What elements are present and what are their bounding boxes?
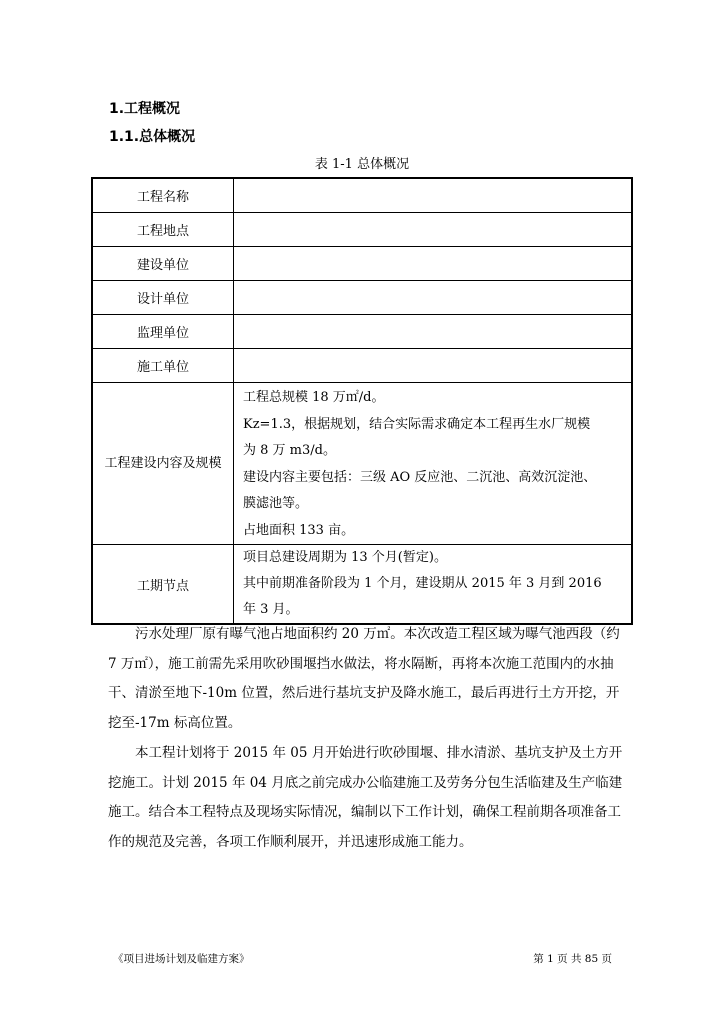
row-label: 施工单位 xyxy=(92,349,234,383)
table-row xyxy=(92,178,632,213)
scope-content xyxy=(234,383,631,544)
row-value xyxy=(234,349,633,383)
schedule-content xyxy=(234,545,631,623)
scope-content-cell xyxy=(234,383,633,545)
schedule-label: 工期节点 xyxy=(92,545,234,625)
table-row xyxy=(92,213,632,247)
body-paragraph-2 xyxy=(108,739,628,857)
overview-table xyxy=(91,177,633,625)
schedule-line: 项目总建设周期为 13 个月(暂定)。 xyxy=(243,550,447,565)
row-value xyxy=(234,315,633,349)
paragraph-text: 污水处理厂原有曝气池占地面积约 20 万㎡。本次改造工程区域为曝气池西段（约 7 万㎡），施工前需先采用吹砂围堰挡水做法，将水隔断，再将本次施工范围内的水抽干、清淤至地下-10m 位置，然后进行基坑支护及降水施工，最后再进行土方开挖，开挖至-17m 标高位置。 xyxy=(108,626,620,731)
row-label: 工程地点 xyxy=(92,213,234,247)
footer-page-number: 第 1 页 共 85 页 xyxy=(533,953,612,965)
table-caption: 表 1-1 总体概况 xyxy=(314,157,410,172)
scope-label-cell xyxy=(92,383,234,545)
footer-doc-title: 《项目进场计划及临建方案》 xyxy=(113,953,250,965)
row-label: 建设单位 xyxy=(92,247,234,281)
schedule-line: 其中前期准备阶段为 1 个月，建设期从 2015 年 3 月到 2016 xyxy=(243,576,602,591)
body-paragraph-1 xyxy=(108,620,628,738)
schedule-content-cell xyxy=(234,545,633,625)
scope-label: 工程建设内容及规模 xyxy=(104,455,222,471)
table-row-scope xyxy=(92,383,632,545)
scope-line: Kz=1.3，根据规划，结合实际需求确定本工程再生水厂规模 xyxy=(243,416,591,432)
paragraph-text: 本工程计划将于 2015 年 05 月开始进行吹砂围堰、排水清淤、基坑支护及土方开挖施工。计划 2015 年 04 月底之前完成办公临建施工及劳务分包生活临建及生产临建施工。结合本工程特点及现场实际情况，编制以下工作计划，确保工程前期各项准备工作的规范及完善，各项工作顺利展开，并迅速形成施工能力。 xyxy=(108,745,623,850)
table-row xyxy=(92,349,632,383)
scope-line: 工程总规模 18 万㎡/d。 xyxy=(243,390,385,405)
table-row xyxy=(92,281,632,315)
table-row-schedule xyxy=(92,545,632,625)
scope-line: 膜滤池等。 xyxy=(243,496,309,511)
section-heading-1-1: 1.1.总体概况 xyxy=(109,129,196,145)
row-value xyxy=(234,178,633,213)
row-value xyxy=(234,213,633,247)
section-heading-1: 1.工程概况 xyxy=(109,101,181,117)
row-value xyxy=(234,281,633,315)
scope-line: 为 8 万 m3/d。 xyxy=(243,443,336,458)
table-row xyxy=(92,247,632,281)
scope-line: 建设内容主要包括：三级 AO 反应池、二沉池、高效沉淀池、 xyxy=(243,469,597,485)
schedule-line: 年 3 月。 xyxy=(243,602,299,617)
row-label: 监理单位 xyxy=(92,315,234,349)
table-row xyxy=(92,315,632,349)
row-label: 工程名称 xyxy=(92,178,234,213)
scope-line: 占地面积 133 亩。 xyxy=(243,522,355,538)
row-value xyxy=(234,247,633,281)
row-label: 设计单位 xyxy=(92,281,234,315)
